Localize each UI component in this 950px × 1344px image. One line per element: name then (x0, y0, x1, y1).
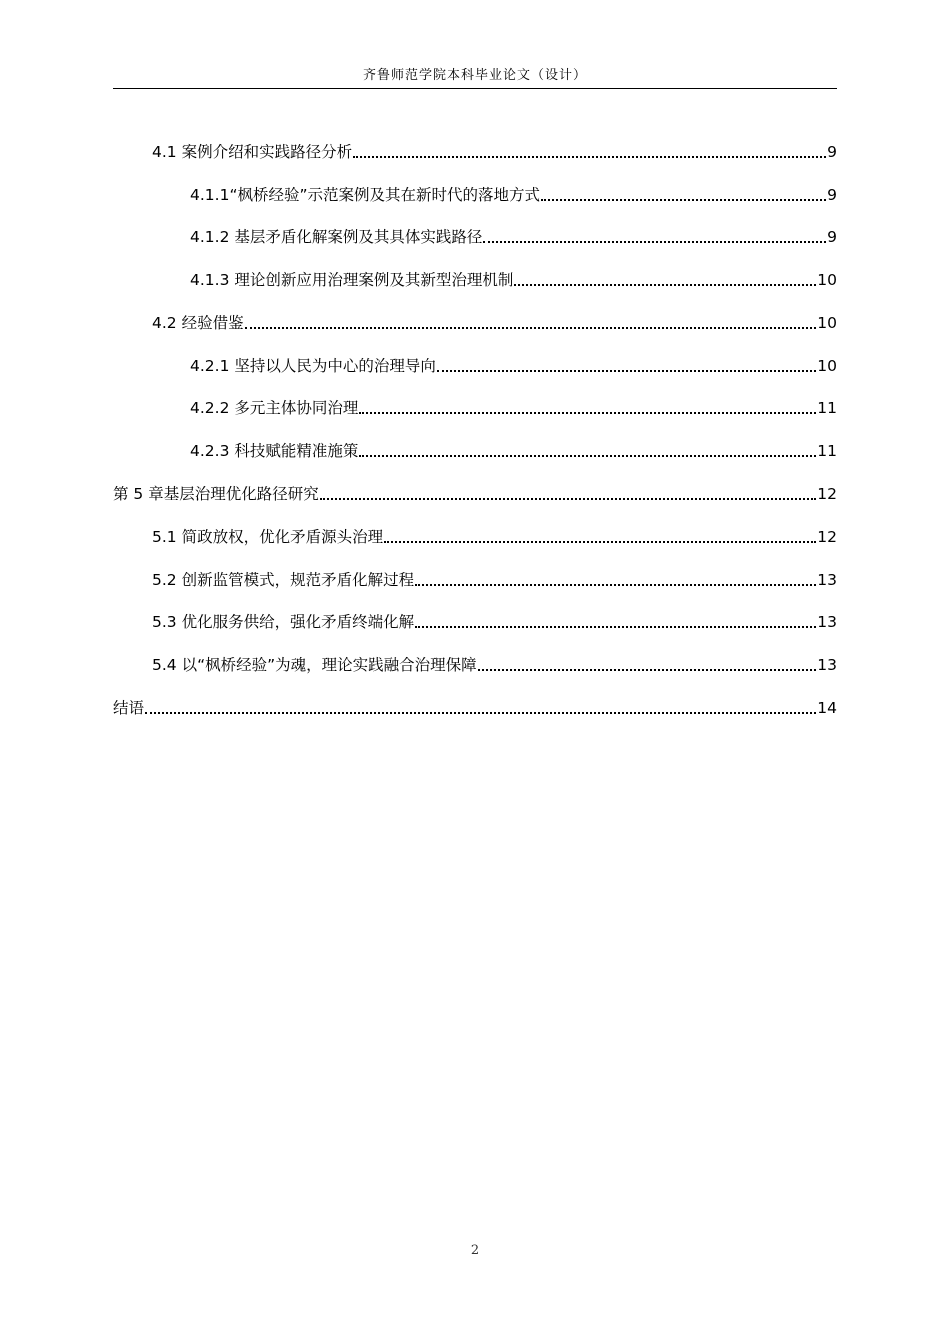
toc-leader-dots (359, 452, 816, 457)
toc-entry-4-1-2[interactable] (190, 224, 837, 248)
toc-leader-dots (245, 324, 817, 329)
toc-entry-page: 10 (817, 271, 837, 289)
toc-entry-title: 结语 (113, 699, 145, 717)
toc-entry-title: 第 5 章基层治理优化路径研究 (113, 485, 319, 503)
toc-leader-dots (437, 367, 816, 372)
toc-entry-4-1-1[interactable] (190, 182, 837, 206)
toc-entry-page: 9 (827, 186, 837, 204)
toc-entry-page: 12 (817, 485, 837, 503)
page-number: 2 (470, 1243, 480, 1258)
toc-leader-dots (541, 196, 826, 201)
toc-entry-title: 4.1.2 基层矛盾化解案例及其具体实践路径 (190, 228, 483, 246)
toc-entry-4-1[interactable] (152, 139, 837, 163)
toc-entry-5-1[interactable] (152, 524, 837, 548)
toc-leader-dots (514, 281, 816, 286)
toc-leader-dots (353, 153, 826, 158)
toc-entry-4-1-3[interactable] (190, 267, 837, 291)
toc-entry-title: 4.1 案例介绍和实践路径分析 (152, 143, 353, 161)
toc-entry-5-3[interactable] (152, 609, 837, 633)
toc-entry-4-2-1[interactable] (190, 353, 837, 377)
toc-leader-dots (384, 538, 816, 543)
toc-entry-chapter-5[interactable] (113, 481, 837, 505)
toc-entry-title: 5.3 优化服务供给，强化矛盾终端化解 (152, 613, 415, 631)
toc-entry-5-4[interactable] (152, 652, 837, 676)
toc-leader-dots (478, 666, 817, 671)
toc-entry-title: 4.1.3 理论创新应用治理案例及其新型治理机制 (190, 271, 514, 289)
toc-entry-title: 5.1 简政放权，优化矛盾源头治理 (152, 528, 384, 546)
toc-entry-page: 10 (817, 314, 837, 332)
toc-leader-dots (483, 238, 826, 243)
toc-entry-page: 12 (817, 528, 837, 546)
toc-entry-page: 9 (827, 228, 837, 246)
toc-entry-4-2[interactable] (152, 310, 837, 334)
toc-entry-title: 4.2.3 科技赋能精准施策 (190, 442, 359, 460)
toc-entry-page: 11 (817, 399, 837, 417)
toc-entry-4-2-3[interactable] (190, 438, 837, 462)
toc-entry-page: 13 (817, 613, 837, 631)
toc-entry-page: 14 (817, 699, 837, 717)
toc-leader-dots (415, 581, 816, 586)
toc-entry-title: 4.2.2 多元主体协同治理 (190, 399, 359, 417)
toc-leader-dots (320, 495, 817, 500)
toc-leader-dots (145, 709, 816, 714)
toc-leader-dots (359, 409, 816, 414)
toc-entry-page: 13 (817, 571, 837, 589)
toc-entry-title: 5.2 创新监管模式，规范矛盾化解过程 (152, 571, 415, 589)
toc-entry-title: 4.1.1“枫桥经验”示范案例及其在新时代的落地方式 (190, 186, 541, 204)
toc-entry-title: 5.4 以“枫桥经验”为魂，理论实践融合治理保障 (152, 656, 477, 674)
toc-entry-4-2-2[interactable] (190, 395, 837, 419)
toc-entry-conclusion[interactable] (113, 695, 837, 719)
toc-entry-page: 11 (817, 442, 837, 460)
toc-entry-title: 4.2 经验借鉴 (152, 314, 244, 332)
toc-entry-page: 10 (817, 357, 837, 375)
page-header: 齐鲁师范学院本科毕业论文（设计） (113, 66, 837, 89)
toc-entry-page: 9 (827, 143, 837, 161)
toc-entry-page: 13 (817, 656, 837, 674)
toc-leader-dots (415, 623, 816, 628)
toc-entry-title: 4.2.1 坚持以人民为中心的治理导向 (190, 357, 436, 375)
toc-entry-5-2[interactable] (152, 567, 837, 591)
